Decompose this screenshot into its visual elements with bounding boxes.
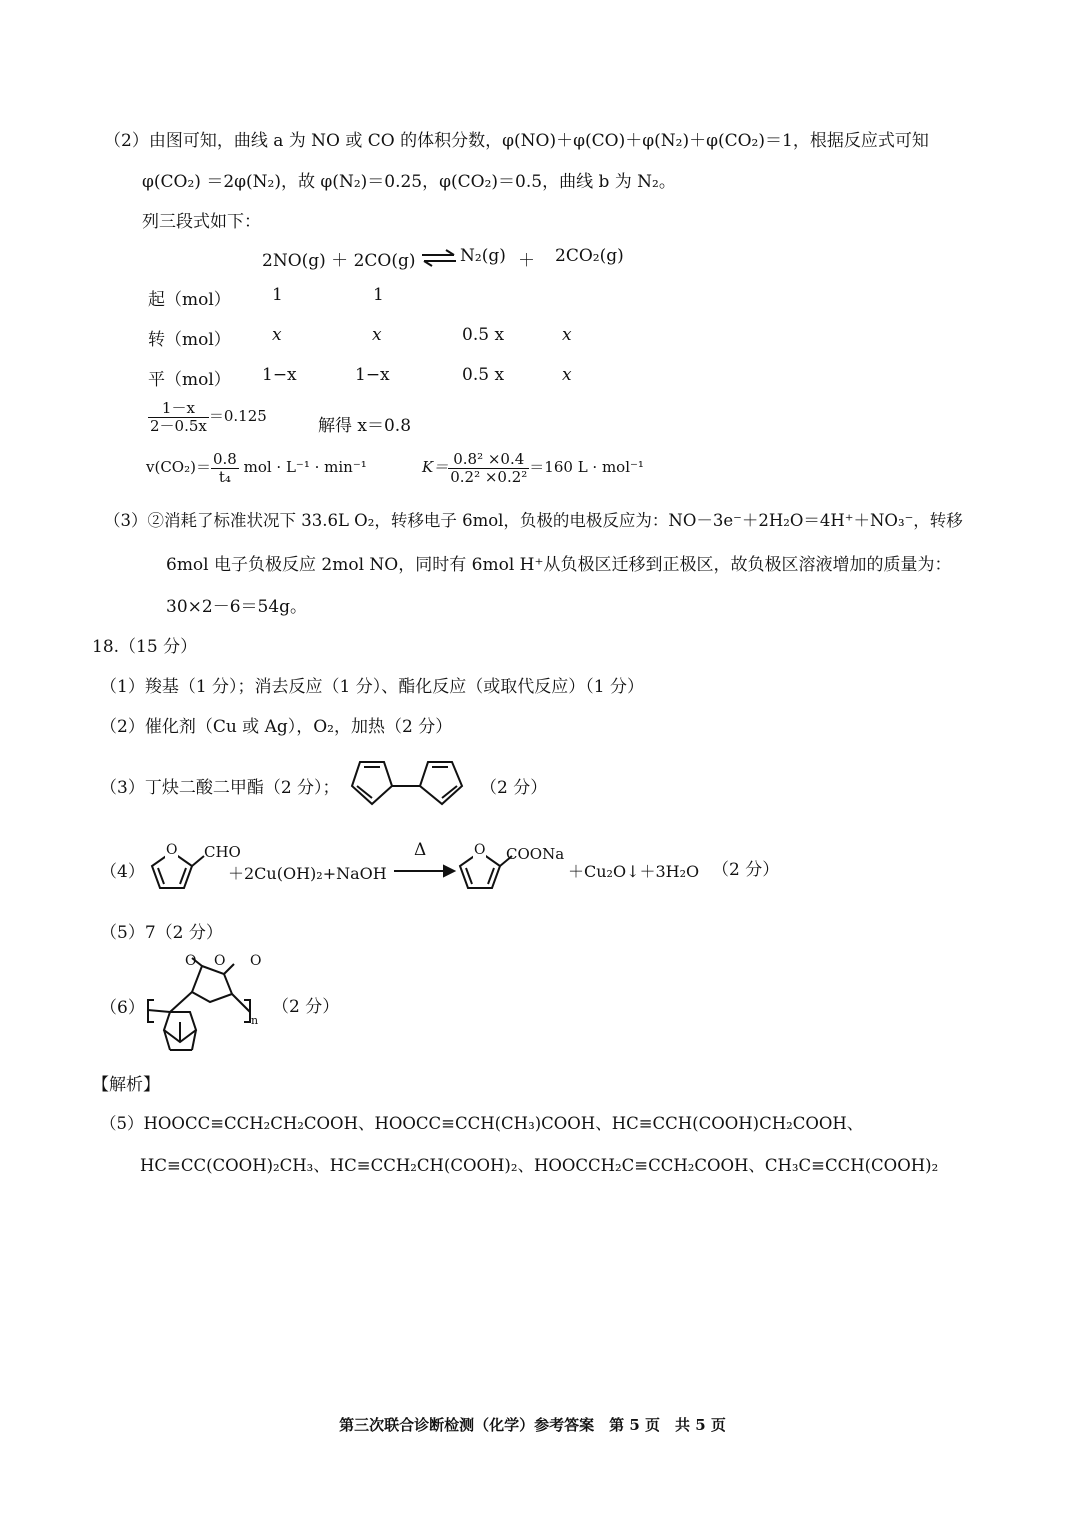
equilibrium-arrow-icon <box>422 250 456 266</box>
furan-oxygen-label: O <box>474 842 486 858</box>
table-row-equilibrium-label: 平（mol） <box>148 370 231 390</box>
equation-solution: 解得 x＝0.8 <box>318 416 412 436</box>
q18-answer-6-label: （6） <box>100 998 145 1018</box>
table-cell: x <box>562 365 572 385</box>
equation-rhs: ＝0.125 <box>208 407 267 425</box>
q17-3-line1: （3）②消耗了标准状况下 33.6L O₂，转移电子 6mol，负极的电极反应为：NO－3e⁻＋2H₂O＝4H⁺＋NO₃⁻，转移 <box>104 511 963 530</box>
equation-ratio <box>148 400 267 434</box>
analysis-line1: （5）HOOCC≡CCH₂CH₂COOH、HOOCC≡CCH(CH₃)COOH、HC≡CCH(COOH)CH₂COOH、 <box>100 1114 864 1133</box>
table-cell: 1−x <box>355 365 390 385</box>
reaction-product1: N₂(g) <box>460 246 506 266</box>
table-cell: 1−x <box>262 365 297 385</box>
equilibrium-constant-equation <box>422 451 644 485</box>
q18-answer-4-products: ＋Cu₂O↓＋3H₂O <box>568 862 700 881</box>
table-row-start-label: 起（mol） <box>148 290 231 310</box>
ring-oxygen-label: O <box>214 953 226 969</box>
table-cell: x <box>372 325 382 345</box>
reaction-plus: ＋ <box>518 251 535 271</box>
rate-lhs: v(CO₂)＝ <box>146 458 211 476</box>
q18-answer-4-label: （4） <box>100 862 145 882</box>
table-cell: x <box>272 325 282 345</box>
reaction-product2: 2CO₂(g) <box>555 246 624 266</box>
table-row-change-label: 转（mol） <box>148 330 231 350</box>
rate-unit: mol · L⁻¹ · min⁻¹ <box>243 458 367 476</box>
reaction-arrow-icon <box>394 866 456 876</box>
fraction-denominator: 2－0.5x <box>150 416 207 435</box>
q17-3-line2: 6mol 电子负极反应 2mol NO，同时有 6mol H⁺从负极区迁移到正极区，故负极区溶液增加的质量为： <box>166 555 952 575</box>
polymer-subscript-n: n <box>251 1014 259 1027</box>
q17-2-line3: 列三段式如下： <box>142 212 261 232</box>
fraction-numerator: 0.8² ×0.4 <box>448 451 529 469</box>
rate-equation <box>146 451 367 485</box>
analysis-line2: HC≡CC(COOH)₂CH₃、HC≡CCH₂CH(COOH)₂、HOOCCH₂C≡CCH₂COOH、CH₃C≡CCH(COOH)₂ <box>140 1156 939 1175</box>
coona-group: COONa <box>506 845 565 863</box>
fraction-numerator: 1－x <box>148 400 209 418</box>
q18-answer-3-text: （3）丁炔二酸二甲酯（2 分）； <box>100 778 340 798</box>
analysis-title: 【解析】 <box>92 1075 160 1095</box>
cho-group: CHO <box>204 843 241 861</box>
fraction-denominator: 0.2² ×0.2² <box>450 467 528 486</box>
q18-answer-4-score: （2 分） <box>712 860 780 880</box>
q18-answer-5: （5）7（2 分） <box>100 923 223 943</box>
heat-delta: Δ <box>414 840 427 860</box>
bicyclopentadienyl-structure-icon <box>344 756 470 810</box>
table-cell: 1 <box>272 285 283 305</box>
table-cell: 0.5 x <box>462 365 505 385</box>
reaction-left: 2NO(g) ＋ 2CO(g) <box>262 251 416 271</box>
q17-3-line3: 30×2－6＝54g。 <box>166 597 308 617</box>
fraction-denominator: t₄ <box>218 467 231 486</box>
q17-2-line2: φ(CO₂) ＝2φ(N₂)，故 φ(N₂)＝0.25，φ(CO₂)＝0.5，曲线 b 为 N₂。 <box>142 172 676 192</box>
furan-oxygen-label: O <box>166 842 178 858</box>
q18-header: 18.（15 分） <box>92 637 198 657</box>
table-cell: 1 <box>373 285 384 305</box>
fraction-numerator: 0.8 <box>212 450 237 468</box>
page-footer: 第三次联合诊断检测（化学）参考答案 第 5 页 共 5 页 <box>339 1416 726 1434</box>
table-cell: x <box>562 325 572 345</box>
k-lhs: K＝ <box>422 458 449 476</box>
q18-answer-2: （2）催化剂（Cu 或 Ag），O₂，加热（2 分） <box>100 717 453 737</box>
q18-answer-6-score: （2 分） <box>272 997 340 1017</box>
q18-answer-4-reagents: ＋2Cu(OH)₂+NaOH <box>228 864 387 883</box>
k-rhs: ＝160 L · mol⁻¹ <box>529 458 644 476</box>
carbonyl-oxygen-label: O <box>185 953 197 969</box>
q17-2-line1: （2）由图可知，曲线 a 为 NO 或 CO 的体积分数，φ(NO)＋φ(CO)＋φ(N₂)＋φ(CO₂)＝1，根据反应式可知 <box>104 131 929 151</box>
table-cell: 0.5 x <box>462 325 505 345</box>
q18-answer-3-score: （2 分） <box>480 778 548 798</box>
polymer-structure-icon <box>140 950 264 1060</box>
q18-answer-1: （1）羧基（1 分）；消去反应（1 分）、酯化反应（或取代反应）（1 分） <box>100 677 644 697</box>
carbonyl-oxygen-label: O <box>250 953 262 969</box>
